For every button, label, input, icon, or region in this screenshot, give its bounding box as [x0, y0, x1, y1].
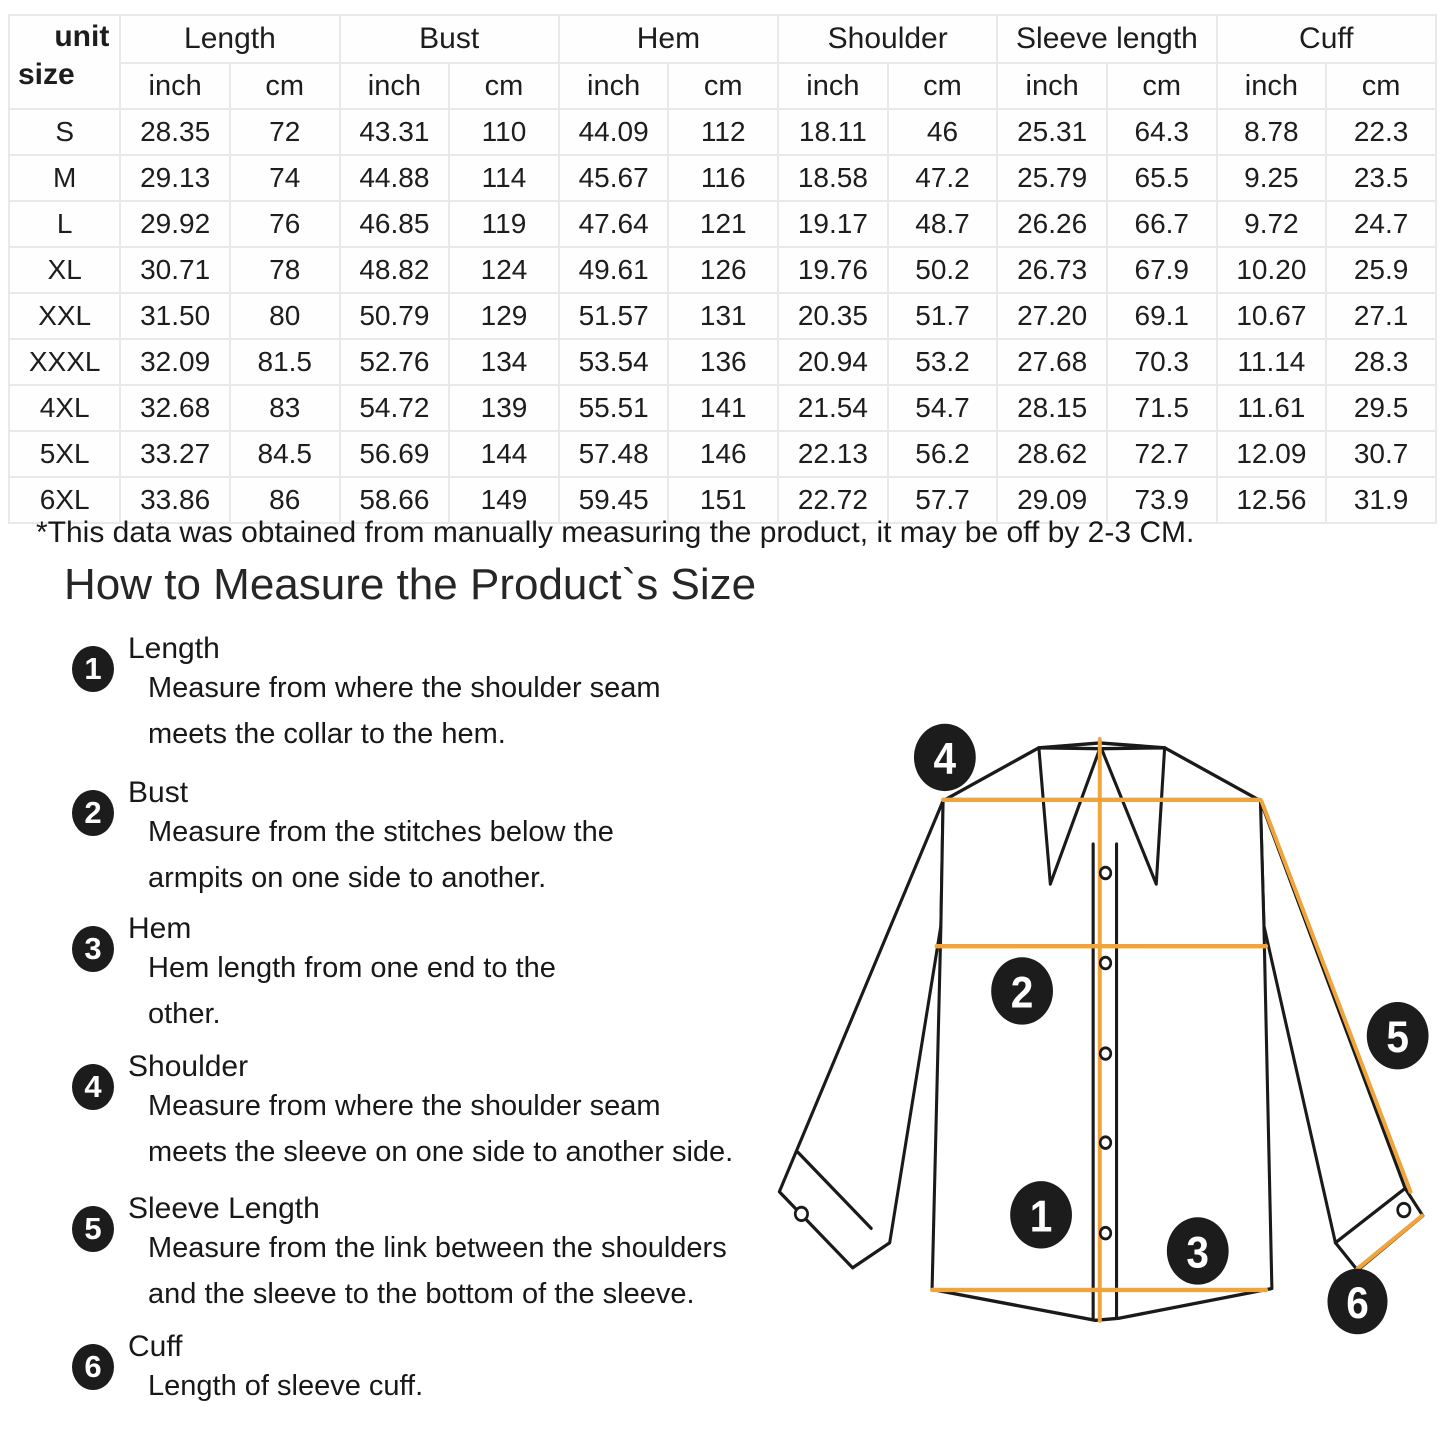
- measure-desc-line: meets the collar to the hem.: [148, 718, 506, 750]
- measurement-value-cell: 83: [230, 385, 340, 431]
- measure-item-hem: [72, 912, 852, 1040]
- left-cuff-button: [795, 1207, 807, 1220]
- unit-header: cm: [888, 63, 998, 109]
- placket-button: [1100, 867, 1111, 879]
- size-label-cell: XL: [9, 247, 120, 293]
- measurement-value-cell: 18.11: [778, 109, 888, 155]
- measurement-value-cell: 81.5: [230, 339, 340, 385]
- measure-title: Sleeve Length: [128, 1192, 320, 1225]
- measurement-value-cell: 8.78: [1217, 109, 1327, 155]
- measurement-value-cell: 53.54: [559, 339, 669, 385]
- number-badge-3: 3: [72, 926, 114, 972]
- placket-button: [1100, 957, 1111, 969]
- measure-desc-line: Hem length from one end to the: [148, 952, 556, 984]
- measurement-value-cell: 27.20: [997, 293, 1107, 339]
- unit-header: inch: [120, 63, 230, 109]
- measurement-value-cell: 57.7: [888, 477, 998, 523]
- measurement-value-cell: 28.15: [997, 385, 1107, 431]
- measurement-value-cell: 31.50: [120, 293, 230, 339]
- measurement-value-cell: 26.73: [997, 247, 1107, 293]
- measurement-value-cell: 78: [230, 247, 340, 293]
- measurement-value-cell: 71.5: [1107, 385, 1217, 431]
- measurement-disclaimer: *This data was obtained from manually measuring the product, it may be off by 2-3 CM.: [36, 516, 1195, 549]
- size-label-cell: L: [9, 201, 120, 247]
- unit-header: inch: [997, 63, 1107, 109]
- number-badge-6: 6: [72, 1344, 114, 1390]
- measure-title: Length: [128, 632, 220, 665]
- measurement-value-cell: 110: [449, 109, 559, 155]
- unit-header: cm: [1107, 63, 1217, 109]
- measurement-value-cell: 121: [668, 201, 778, 247]
- measurement-value-cell: 32.68: [120, 385, 230, 431]
- table-row: [9, 109, 1436, 155]
- size-label-cell: XXXL: [9, 339, 120, 385]
- placket-button: [1100, 1137, 1111, 1149]
- diagram-badge-cuff-label: 6: [1346, 1279, 1369, 1329]
- measure-title: Bust: [128, 776, 189, 809]
- measurement-value-cell: 29.09: [997, 477, 1107, 523]
- col-group-length: Length: [120, 15, 339, 63]
- table-row: [9, 339, 1436, 385]
- measurement-value-cell: 27.68: [997, 339, 1107, 385]
- measurement-value-cell: 25.79: [997, 155, 1107, 201]
- measurement-value-cell: 31.9: [1326, 477, 1436, 523]
- table-row: [9, 201, 1436, 247]
- number-badge-2: 2: [72, 790, 114, 836]
- size-table: [8, 14, 1437, 524]
- number-badge-4: 4: [72, 1064, 114, 1110]
- measurement-value-cell: 151: [668, 477, 778, 523]
- measurement-value-cell: 33.27: [120, 431, 230, 477]
- measurement-value-cell: 45.67: [559, 155, 669, 201]
- measurement-value-cell: 25.31: [997, 109, 1107, 155]
- measurement-value-cell: 24.7: [1326, 201, 1436, 247]
- measurement-value-cell: 72: [230, 109, 340, 155]
- col-group-hem: Hem: [559, 15, 778, 63]
- measurement-value-cell: 74: [230, 155, 340, 201]
- measurement-value-cell: 84.5: [230, 431, 340, 477]
- col-group-bust: Bust: [340, 15, 559, 63]
- corner-size-label: size: [18, 58, 75, 91]
- measurement-value-cell: 131: [668, 293, 778, 339]
- shirt-measurement-diagram: [752, 690, 1444, 1445]
- table-header-groups: [9, 15, 1436, 63]
- measurement-value-cell: 58.66: [340, 477, 450, 523]
- measurement-value-cell: 43.31: [340, 109, 450, 155]
- measure-desc-line: armpits on one side to another.: [148, 862, 547, 894]
- measurement-value-cell: 136: [668, 339, 778, 385]
- measurement-value-cell: 55.51: [559, 385, 669, 431]
- measurement-value-cell: 28.62: [997, 431, 1107, 477]
- size-label-cell: 6XL: [9, 477, 120, 523]
- measurement-value-cell: 19.17: [778, 201, 888, 247]
- measurement-value-cell: 47.2: [888, 155, 998, 201]
- measurement-value-cell: 29.13: [120, 155, 230, 201]
- measurement-value-cell: 30.7: [1326, 431, 1436, 477]
- measurement-value-cell: 46: [888, 109, 998, 155]
- measure-title: Hem: [128, 912, 192, 945]
- measurement-value-cell: 47.64: [559, 201, 669, 247]
- left-sleeve: [779, 801, 943, 1268]
- measurement-value-cell: 50.2: [888, 247, 998, 293]
- size-label-cell: S: [9, 109, 120, 155]
- unit-header: cm: [668, 63, 778, 109]
- measurement-value-cell: 80: [230, 293, 340, 339]
- measure-desc-line: Measure from the link between the shoulders: [148, 1232, 727, 1264]
- measure-desc-line: Length of sleeve cuff.: [148, 1370, 424, 1402]
- measurement-value-cell: 52.76: [340, 339, 450, 385]
- measurement-value-cell: 28.35: [120, 109, 230, 155]
- measure-item-bust: [72, 776, 852, 904]
- measurement-value-cell: 9.25: [1217, 155, 1327, 201]
- page-title: How to Measure the Product`s Size: [64, 560, 757, 609]
- corner-unit-label: unit: [54, 20, 110, 53]
- measurement-value-cell: 126: [668, 247, 778, 293]
- table-row: [9, 431, 1436, 477]
- measurement-value-cell: 56.2: [888, 431, 998, 477]
- measurement-value-cell: 20.35: [778, 293, 888, 339]
- measurement-value-cell: 59.45: [559, 477, 669, 523]
- measurement-value-cell: 65.5: [1107, 155, 1217, 201]
- measurement-value-cell: 23.5: [1326, 155, 1436, 201]
- measurement-value-cell: 22.13: [778, 431, 888, 477]
- measure-title: Shoulder: [128, 1050, 249, 1083]
- measurement-value-cell: 21.54: [778, 385, 888, 431]
- measurement-value-cell: 51.7: [888, 293, 998, 339]
- unit-header: cm: [1326, 63, 1436, 109]
- number-badge-1: 1: [72, 646, 114, 692]
- measurement-value-cell: 72.7: [1107, 431, 1217, 477]
- measurement-value-cell: 48.7: [888, 201, 998, 247]
- table-row: [9, 247, 1436, 293]
- col-group-shoulder: Shoulder: [778, 15, 997, 63]
- placket-button: [1100, 1048, 1111, 1060]
- size-table-body: [9, 109, 1436, 523]
- measurement-value-cell: 51.57: [559, 293, 669, 339]
- measurement-value-cell: 12.56: [1217, 477, 1327, 523]
- measure-item-sleeve-length: [72, 1192, 852, 1320]
- table-row: [9, 155, 1436, 201]
- measurement-value-cell: 70.3: [1107, 339, 1217, 385]
- table-header-units: [9, 63, 1436, 109]
- corner-cell: [9, 15, 120, 109]
- measurement-value-cell: 44.09: [559, 109, 669, 155]
- measurement-value-cell: 22.3: [1326, 109, 1436, 155]
- measurement-value-cell: 86: [230, 477, 340, 523]
- measurement-value-cell: 29.5: [1326, 385, 1436, 431]
- measurement-value-cell: 50.79: [340, 293, 450, 339]
- measurement-value-cell: 57.48: [559, 431, 669, 477]
- measurement-value-cell: 112: [668, 109, 778, 155]
- diagram-badge-shoulder-label: 4: [933, 735, 957, 785]
- number-badge-5: 5: [72, 1206, 114, 1252]
- measurement-value-cell: 124: [449, 247, 559, 293]
- measurement-value-cell: 129: [449, 293, 559, 339]
- col-group-cuff: Cuff: [1217, 15, 1436, 63]
- measurement-value-cell: 116: [668, 155, 778, 201]
- measurement-value-cell: 64.3: [1107, 109, 1217, 155]
- measure-desc-line: Measure from where the shoulder seam: [148, 672, 661, 704]
- measurement-value-cell: 30.71: [120, 247, 230, 293]
- measurement-value-cell: 26.26: [997, 201, 1107, 247]
- diagram-badge-hem-label: 3: [1186, 1228, 1210, 1278]
- size-label-cell: 4XL: [9, 385, 120, 431]
- measurement-value-cell: 46.85: [340, 201, 450, 247]
- measure-desc-line: meets the sleeve on one side to another side.: [148, 1136, 734, 1168]
- measurement-value-cell: 12.09: [1217, 431, 1327, 477]
- unit-header: inch: [778, 63, 888, 109]
- measurement-value-cell: 76: [230, 201, 340, 247]
- measure-desc-line: Measure from the stitches below the: [148, 816, 614, 848]
- table-row: [9, 293, 1436, 339]
- measurement-value-cell: 10.67: [1217, 293, 1327, 339]
- measurement-value-cell: 22.72: [778, 477, 888, 523]
- unit-header: cm: [230, 63, 340, 109]
- diagram-badge-length-label: 1: [1029, 1192, 1053, 1242]
- measurement-value-cell: 10.20: [1217, 247, 1327, 293]
- measurement-value-cell: 29.92: [120, 201, 230, 247]
- measurement-value-cell: 66.7: [1107, 201, 1217, 247]
- measurement-value-cell: 139: [449, 385, 559, 431]
- measure-desc-line: Measure from where the shoulder seam: [148, 1090, 661, 1122]
- measurement-value-cell: 56.69: [340, 431, 450, 477]
- measurement-value-cell: 9.72: [1217, 201, 1327, 247]
- measurement-value-cell: 141: [668, 385, 778, 431]
- measurement-value-cell: 73.9: [1107, 477, 1217, 523]
- measurement-value-cell: 11.61: [1217, 385, 1327, 431]
- right-cuff-button: [1398, 1203, 1410, 1216]
- measurement-value-cell: 67.9: [1107, 247, 1217, 293]
- measurement-value-cell: 27.1: [1326, 293, 1436, 339]
- measurement-value-cell: 53.2: [888, 339, 998, 385]
- diagram-badge-bust-label: 2: [1010, 968, 1034, 1018]
- measurement-value-cell: 114: [449, 155, 559, 201]
- measure-desc-line: and the sleeve to the bottom of the sleeve.: [148, 1278, 695, 1310]
- measure-item-length: [72, 632, 852, 760]
- col-group-sleeve: Sleeve length: [997, 15, 1216, 63]
- measurement-value-cell: 48.82: [340, 247, 450, 293]
- measurement-value-cell: 20.94: [778, 339, 888, 385]
- table-row: [9, 385, 1436, 431]
- size-chart: [8, 14, 1437, 524]
- measurement-value-cell: 32.09: [120, 339, 230, 385]
- measurement-value-cell: 119: [449, 201, 559, 247]
- placket-button: [1100, 1227, 1111, 1239]
- measurement-value-cell: 25.9: [1326, 247, 1436, 293]
- measurement-value-cell: 144: [449, 431, 559, 477]
- measurement-value-cell: 18.58: [778, 155, 888, 201]
- shirt-diagram-svg: [752, 690, 1444, 1445]
- measurement-value-cell: 149: [449, 477, 559, 523]
- unit-header: inch: [340, 63, 450, 109]
- measure-item-shoulder: [72, 1050, 852, 1178]
- size-label-cell: 5XL: [9, 431, 120, 477]
- measurement-value-cell: 33.86: [120, 477, 230, 523]
- measure-item-cuff: [72, 1330, 852, 1406]
- measurement-value-cell: 69.1: [1107, 293, 1217, 339]
- measurement-value-cell: 146: [668, 431, 778, 477]
- measurement-value-cell: 54.72: [340, 385, 450, 431]
- measurement-value-cell: 49.61: [559, 247, 669, 293]
- measurement-value-cell: 44.88: [340, 155, 450, 201]
- measurement-value-cell: 28.3: [1326, 339, 1436, 385]
- size-label-cell: XXL: [9, 293, 120, 339]
- measurement-value-cell: 54.7: [888, 385, 998, 431]
- unit-header: inch: [559, 63, 669, 109]
- measure-desc-line: other.: [148, 998, 221, 1030]
- size-label-cell: M: [9, 155, 120, 201]
- measure-title: Cuff: [128, 1330, 183, 1363]
- measurement-value-cell: 19.76: [778, 247, 888, 293]
- unit-header: inch: [1217, 63, 1327, 109]
- unit-header: cm: [449, 63, 559, 109]
- measurement-value-cell: 134: [449, 339, 559, 385]
- measurement-value-cell: 11.14: [1217, 339, 1327, 385]
- diagram-badge-sleeve-label: 5: [1386, 1013, 1409, 1063]
